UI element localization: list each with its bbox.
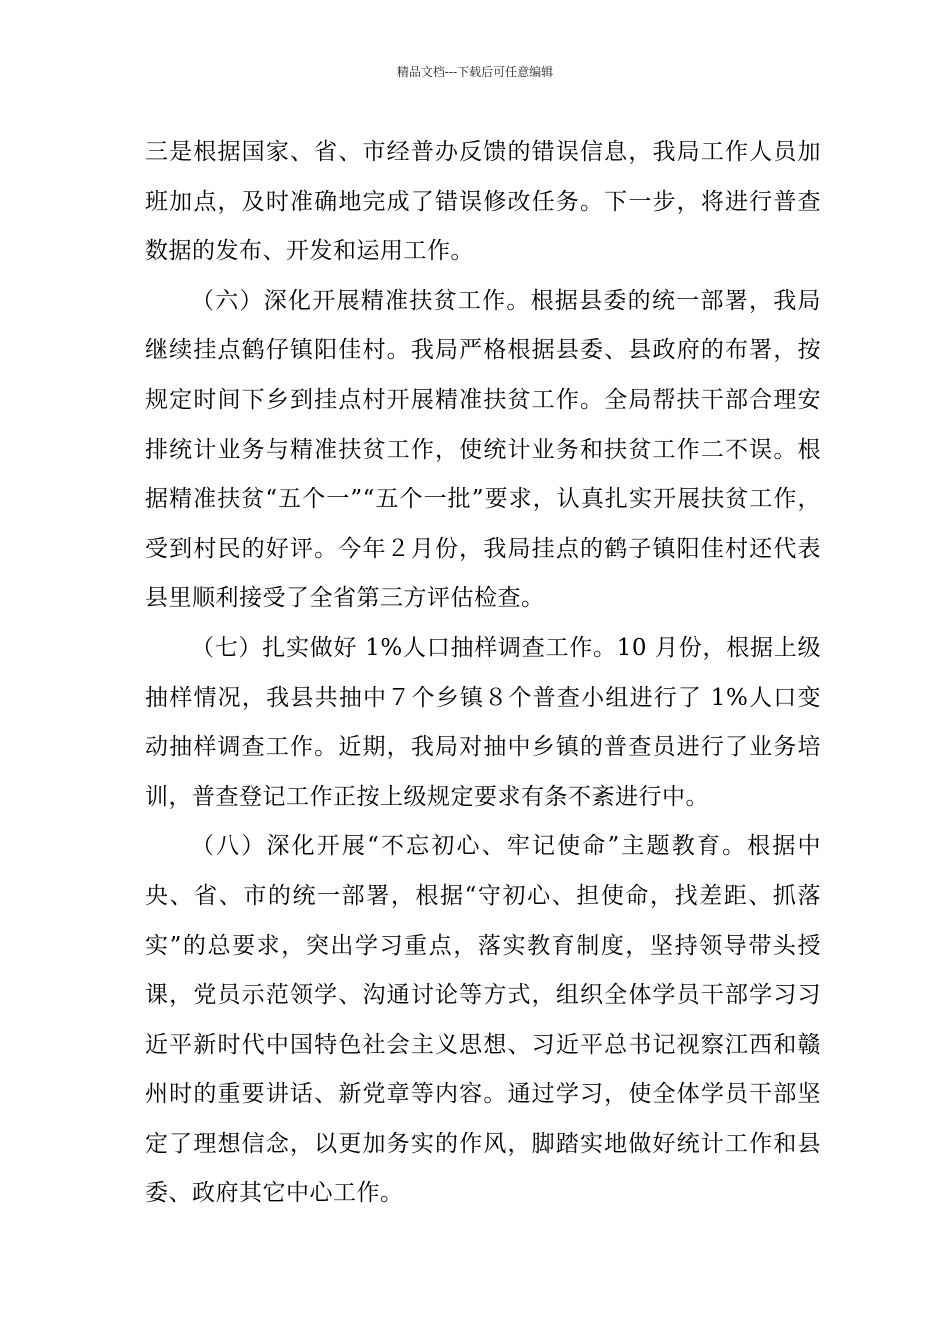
document-body	[145, 128, 821, 1219]
paragraph-section-eight: （八）深化开展“不忘初心、牢记使命”主题教育。根据中央、省、市的统一部署，根据“守初心、担使命，找差距、抓落实”的总要求，突出学习重点，落实教育制度，坚持领导带头授课，党员示范领学、沟通讨论等方式，组织全体学员干部学习习近平新时代中国特色社会主义思想、习近平总书记视察江西和赣州时的重要讲话、新党章等内容。通过学习，使全体学员干部坚定了理想信念，以更加务实的作风，脚踏实地做好统计工作和县委、政府其它中心工作。	[145, 833, 821, 1207]
page-header: 精品文档---下载后可任意编辑	[396, 65, 554, 79]
paragraph-section-six: （六）深化开展精准扶贫工作。根据县委的统一部署，我局继续挂点鹤仔镇阳佳村。我局严格根据县委、县政府的布署，按规定时间下乡到挂点村开展精准扶贫工作。全局帮扶干部合理安排统计业务与精准扶贫工作，使统计业务和扶贫工作二不误。根据精准扶贫“五个一”“五个一批”要求，认真扎实开展扶贫工作，受到村民的好评。今年２月份，我局挂点的鹤子镇阳佳村还代表县里顺利接受了全省第三方评估检查。	[145, 287, 821, 612]
paragraph-continuation: 三是根据国家、省、市经普办反馈的错误信息，我局工作人员加班加点，及时准确地完成了错误修改任务。下一步，将进行普查数据的发布、开发和运用工作。	[145, 139, 821, 265]
paragraph-section-seven: （七）扎实做好 1%人口抽样调查工作。10 月份，根据上级抽样情况，我县共抽中７个乡镇８个普查小组进行了 1%人口变动抽样调查工作。近期，我局对抽中乡镇的普查员进行了业务培训，普查登记工作正按上级规定要求有条不紊进行中。	[145, 634, 821, 810]
